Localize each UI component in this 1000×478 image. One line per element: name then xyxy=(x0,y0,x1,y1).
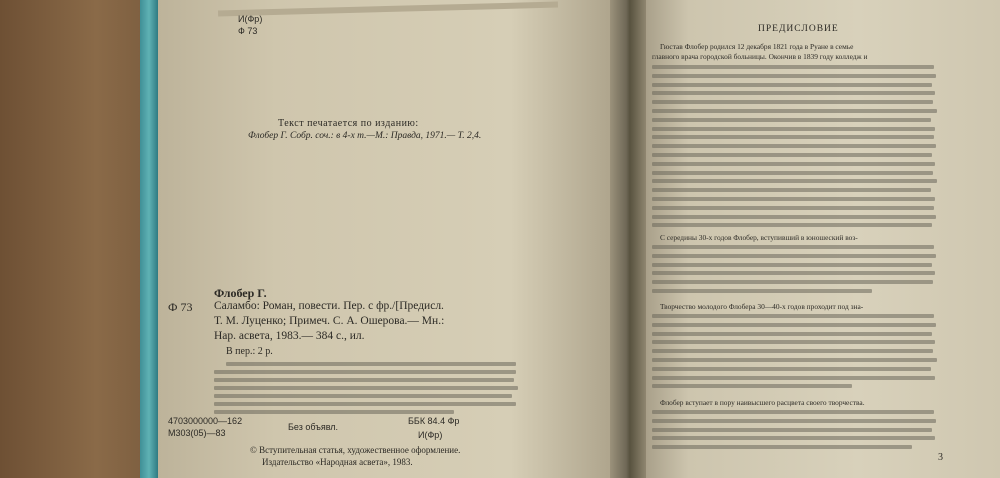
catalog-code-top-2: Ф 73 xyxy=(238,26,258,36)
page-title: ПРЕДИСЛОВИЕ xyxy=(758,24,839,34)
paragraph-late-line: Творчество молодого Флобера 30—40-х годов проходит под зна- xyxy=(660,302,864,311)
text-line xyxy=(652,314,934,318)
open-book xyxy=(140,0,1000,478)
text-line xyxy=(652,340,935,344)
text-line xyxy=(652,436,935,440)
text-line xyxy=(652,74,936,78)
text-line xyxy=(652,197,935,201)
annotation-text-line xyxy=(214,386,518,390)
author-name: Флобер Г. xyxy=(214,286,267,300)
text-line xyxy=(652,162,935,166)
text-line xyxy=(652,179,937,183)
left-page xyxy=(158,0,628,478)
page-number: 3 xyxy=(938,452,943,463)
text-line xyxy=(652,280,933,284)
text-line xyxy=(652,206,934,210)
text-line xyxy=(652,254,936,258)
paragraph-bottom-line: Флобер вступает в пору наивысшего расцвета своего творчества. xyxy=(660,398,865,407)
text-line xyxy=(652,289,872,293)
biblio-line-1: Саламбо: Роман, повести. Пер. с фр./[Предисл. xyxy=(214,300,444,312)
biblio-line-3: Нар. асвета, 1983.— 384 с., ил. xyxy=(214,330,365,342)
text-line xyxy=(652,118,931,122)
text-line xyxy=(652,91,935,95)
text-line xyxy=(652,263,932,267)
text-line xyxy=(652,376,935,380)
text-line xyxy=(652,215,936,219)
text-line xyxy=(652,445,912,449)
text-line xyxy=(652,410,934,414)
paragraph-line: главного врача городской больницы. Окончив в 1839 году колледж и xyxy=(652,52,868,61)
text-line xyxy=(652,127,935,131)
paragraph-first-line: Гюстав Флобер родился 12 декабря 1821 года в Руане в семье xyxy=(660,42,854,51)
text-line xyxy=(652,271,935,275)
bbk-index: Ф 73 xyxy=(168,300,193,314)
no-advert: Без объявл. xyxy=(288,422,339,432)
annotation-text-line xyxy=(214,370,516,374)
text-line xyxy=(652,100,933,104)
text-line xyxy=(652,223,932,227)
text-line xyxy=(652,245,934,249)
table-surface xyxy=(0,0,160,478)
torn-strip xyxy=(218,2,558,17)
paragraph-mid-line: С середины 30-х годов Флобер, вступивший в юношеский воз- xyxy=(660,233,858,242)
annotation-text-line xyxy=(214,378,514,382)
text-line xyxy=(652,419,936,423)
copyright-line-2: Издательство «Народная асвета», 1983. xyxy=(262,457,413,467)
text-line xyxy=(652,323,936,327)
text-line xyxy=(652,83,932,87)
text-line xyxy=(652,65,934,69)
annotation-text-line xyxy=(214,394,512,398)
edition-heading: Текст печатается по изданию: xyxy=(278,118,419,129)
annotation-text-line xyxy=(214,402,516,406)
text-line xyxy=(652,349,933,353)
book-cover-edge xyxy=(140,0,158,478)
text-line xyxy=(652,144,936,148)
isbn-line-2: М303(05)—83 xyxy=(168,428,226,438)
text-line xyxy=(652,171,933,175)
text-line xyxy=(652,109,937,113)
text-line xyxy=(652,135,934,139)
catalog-code-bottom: И(Фр) xyxy=(418,430,443,440)
price: В пер.: 2 р. xyxy=(226,346,273,357)
annotation-text-line xyxy=(226,362,516,366)
text-line xyxy=(652,153,932,157)
text-line xyxy=(652,428,932,432)
edition-source: Флобер Г. Собр. соч.: в 4-х т.—М.: Правда, 1971.— Т. 2,4. xyxy=(248,131,482,141)
text-line xyxy=(652,367,931,371)
isbn-line-1: 4703000000—162 xyxy=(168,416,243,426)
book-gutter xyxy=(610,0,646,478)
text-line xyxy=(652,332,932,336)
catalog-code-top: И(Фр) xyxy=(238,14,263,24)
right-page xyxy=(646,0,1000,478)
text-line xyxy=(652,384,852,388)
text-line xyxy=(652,358,937,362)
text-line xyxy=(652,188,931,192)
bbk-code: ББК 84.4 Фр xyxy=(408,416,460,426)
copyright-line-1: © Вступительная статья, художественное оформление. xyxy=(250,445,461,455)
biblio-line-2: Т. М. Луценко; Примеч. С. А. Ошерова.— Мн.: xyxy=(214,315,445,327)
annotation-text-line xyxy=(214,410,454,414)
